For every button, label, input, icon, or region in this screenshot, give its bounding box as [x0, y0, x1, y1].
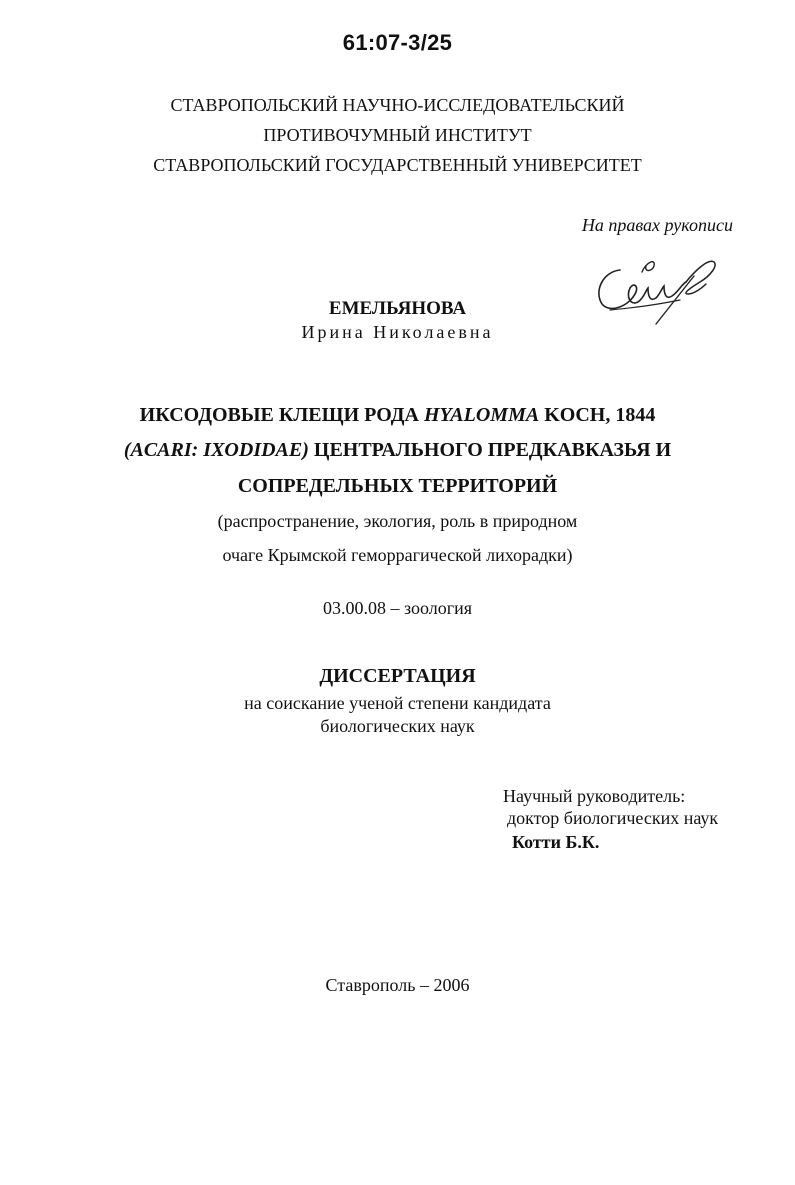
- institution-line-1: СТАВРОПОЛЬСКИЙ НАУЧНО-ИССЛЕДОВАТЕЛЬСКИЙ: [170, 95, 625, 115]
- institution-line-3: СТАВРОПОЛЬСКИЙ ГОСУДАРСТВЕННЫЙ УНИВЕРСИТЕТ: [153, 155, 642, 175]
- supervisor-name: Котти Б.К.: [512, 832, 600, 852]
- subtitle-line-2: очаге Крымской геморрагической лихорадки): [222, 545, 573, 565]
- author-surname: ЕМЕЛЬЯНОВА: [328, 298, 467, 319]
- document-type: ДИССЕРТАЦИЯ: [319, 665, 476, 687]
- supervisor-label: Научный руководитель:: [503, 786, 686, 806]
- archive-code: 61:07-3/25: [342, 30, 453, 55]
- place-year: Ставрополь – 2006: [325, 975, 470, 995]
- degree-line-2: биологических наук: [320, 716, 475, 736]
- author-name: Ирина Николаевна: [301, 322, 494, 342]
- subtitle-line-1: (распространение, экология, роль в природном: [217, 511, 578, 531]
- thesis-title-line-2: [0, 433, 795, 467]
- institution-line-2: ПРОТИВОЧУМНЫЙ ИНСТИТУТ: [263, 125, 532, 145]
- thesis-title-line-3: СОПРЕДЕЛЬНЫХ ТЕРРИТОРИЙ: [237, 475, 558, 497]
- title-line1-post: KOCH, 1844: [539, 404, 656, 426]
- supervisor-title: доктор биологических наук: [507, 808, 719, 828]
- thesis-title-line-1: [0, 398, 795, 432]
- title-taxon: (ACARI: IXODIDAE): [123, 439, 309, 461]
- title-genus: HYALOMMA: [424, 404, 540, 426]
- title-line2-post: ЦЕНТРАЛЬНОГО ПРЕДКАВКАЗЬЯ И: [308, 439, 672, 461]
- rights-note: На правах рукописи: [581, 215, 733, 235]
- degree-line-1: на соискание ученой степени кандидата: [244, 693, 551, 713]
- title-line1-pre: ИКСОДОВЫЕ КЛЕЩИ РОДА: [139, 404, 424, 426]
- specialty: 03.00.08 – зоология: [322, 598, 473, 618]
